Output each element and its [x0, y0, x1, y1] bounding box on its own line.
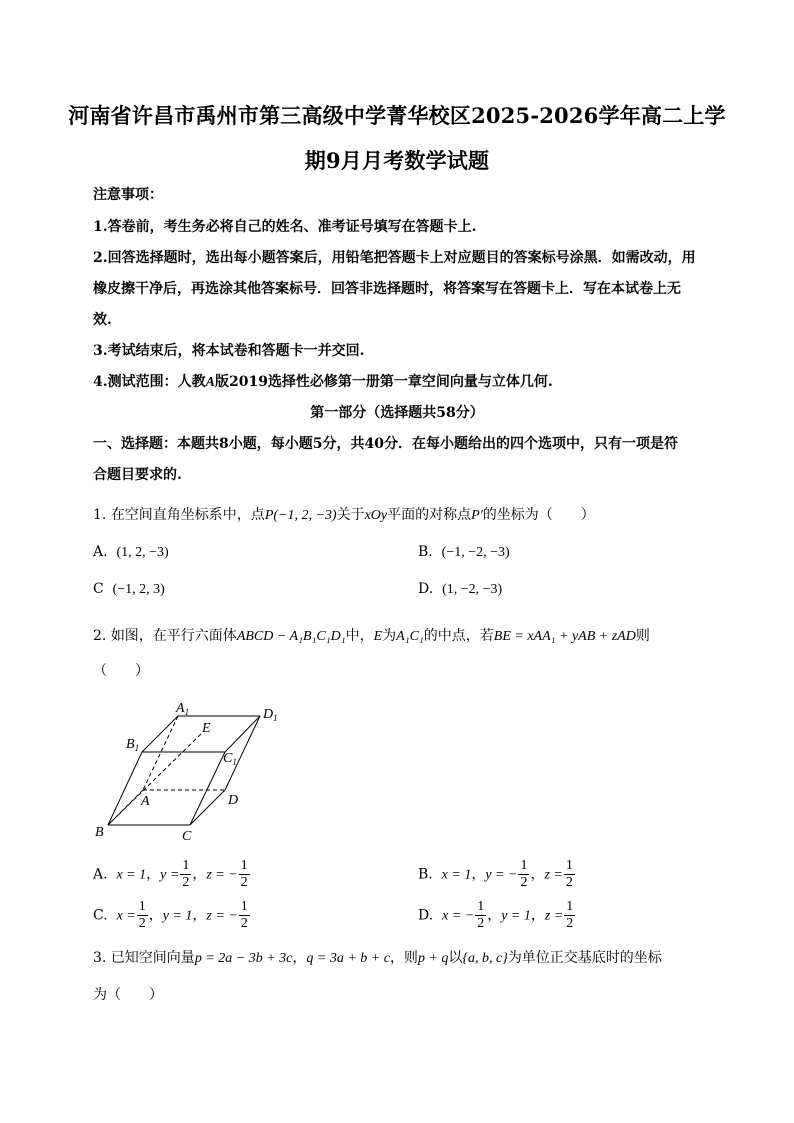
- label-d1: $D_1$: [263, 707, 278, 723]
- question-1: 1. 在空间直角坐标系中，点P(−1, 2, −3)关于xOy平面的对称点P′的坐标为（ ）: [93, 507, 595, 523]
- q2-option-a: A. x = 1，y = $\frac{1}{2}$ ，z = − $\frac{1}{2}$: [93, 858, 248, 890]
- q2-option-b: B. x = 1，y = − $\frac{1}{2}$ ，z = $\frac{1}{2}$: [418, 858, 573, 890]
- question-3-paren: 为（ ）: [93, 987, 163, 1003]
- q2-option-d: D. x = − $\frac{1}{2}$ ，y = 1，z = $\frac{1}{2}$: [418, 899, 574, 931]
- q1-option-a: A. (1, 2, −3): [93, 544, 169, 560]
- question-2: 2. 如图，在平行六面体ABCD − A₁B₁C₁D₁中，E为A₁C₁的中点，若BE = xAA₁ + yAB + zAD则: [93, 628, 650, 644]
- q1-option-b: B. (−1, −2, −3): [418, 544, 510, 560]
- exam-title-line1: 河南省许昌市禹州市第三高级中学菁华校区2025-2026学年高二上学: [68, 103, 726, 128]
- note-2a: 2.回答选择题时，选出每小题答案后，用铅笔把答题卡上对应题目的答案标号涂黑．如需改动，用: [93, 250, 696, 266]
- question-3: 3. 已知空间向量p = 2a − 3b + 3c，q = 3a + b + c，则p + q以{a, b, c}为单位正交基底时的坐标: [93, 950, 662, 966]
- q1-option-c: C (−1, 2, 3): [93, 581, 165, 597]
- label-c1: $C_1$: [223, 751, 237, 767]
- q2-option-c: C. x = $\frac{1}{2}$ ，y = 1，z = − $\frac{1}{2}$: [93, 899, 248, 931]
- label-a1: $A_1$: [176, 701, 190, 717]
- label-b1: $B_1$: [126, 737, 140, 753]
- notes-heading: 注意事项：: [93, 187, 163, 203]
- note-2c: 效.: [93, 312, 112, 328]
- label-b: B: [95, 825, 104, 840]
- note-2b: 橡皮擦干净后，再选涂其他答案标号．回答非选择题时，将答案写在答题卡上．写在本试卷上无: [93, 281, 681, 297]
- question-2-paren: （ ）: [93, 663, 149, 679]
- note-4: 4.测试范围：人教A版2019选择性必修第一册第一章空间向量与立体几何.: [93, 374, 553, 390]
- label-c: C: [182, 829, 192, 844]
- note-1: 1.答卷前，考生务必将自己的姓名、准考证号填写在答题卡上.: [93, 219, 477, 235]
- q1-option-d: D. (1, −2, −3): [418, 581, 503, 597]
- section-instructions-b: 合题目要求的.: [93, 467, 182, 483]
- exam-title-line2: 期9月月考数学试题: [304, 148, 490, 173]
- section-instructions-a: 一、选择题：本题共8小题，每小题5分，共40分．在每小题给出的四个选项中，只有一项是符: [93, 436, 678, 452]
- part1-heading: 第一部分（选择题共58分）: [310, 405, 484, 421]
- label-a: A: [141, 794, 150, 809]
- label-d: D: [228, 793, 239, 808]
- parallelepiped-figure: [90, 696, 300, 846]
- label-e: E: [202, 721, 211, 736]
- note-3: 3.考试结束后，将本试卷和答题卡一并交回.: [93, 343, 365, 359]
